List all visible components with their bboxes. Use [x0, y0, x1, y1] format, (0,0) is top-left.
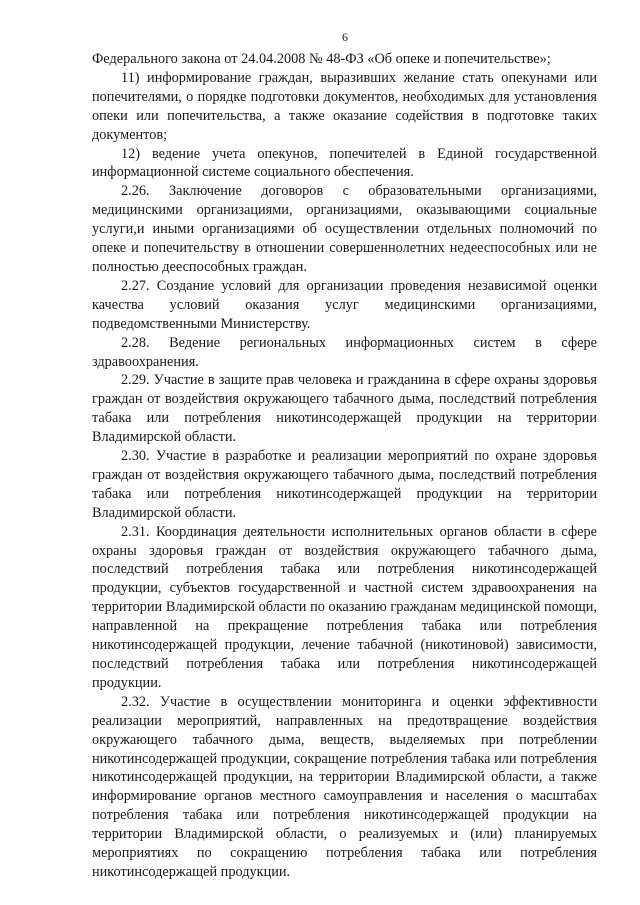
paragraph-2-27: 2.27. Создание условий для организации проведения независимой оценки качества условий оказания услуг медицинскими организациями, подведомственными Министерству.: [92, 277, 597, 332]
paragraph-2-26: 2.26. Заключение договоров с образовательными организациями, медицинскими организациями, организациями, оказывающими социальные услуги,и иными организациями об осуществлении отдельных полномочий по опеке и попечительству в отношении совершеннолетних недееспособных или не полностью дееспособных граждан.: [92, 183, 597, 275]
document-body: [92, 50, 597, 882]
paragraph-2-30: 2.30. Участие в разработке и реализации мероприятий по охране здоровья граждан от воздействия окружающего табачного дыма, последствий потребления табака или потребления никотинсодержащей продукции на территории Владимирской области.: [92, 448, 597, 521]
paragraph-item-11: 11) информирование граждан, выразивших желание стать опекунами или попечителями, о порядке подготовки документов, необходимых для установления опеки или попечительства, а также оказание содействия в подготовке таких документов;: [92, 69, 597, 143]
page-number: 6: [342, 30, 348, 44]
paragraph-2-31: 2.31. Координация деятельности исполнительных органов области в сфере охраны здоровья граждан от воздействия окружающего табачного дыма, последствий потребления табака или потребления никотинсодержащей продукции, субъектов государственной и частной систем здравоохранения на территории Владимирской области по оказанию гражданам медицинской помощи, направленной на прекращение потребления табака или потребления никотинсодержащей продукции, лечение табачной (никотиновой) зависимости, последствий потребления табака или потребления никотинсодержащей продукции.: [92, 523, 597, 691]
paragraph-item-12: 12) ведение учета опекунов, попечителей в Единой государственной информационной системе социального обеспечения.: [92, 145, 597, 181]
paragraph-2-29: 2.29. Участие в защите прав человека и гражданина в сфере охраны здоровья граждан от воздействия окружающего табачного дыма, последствий потребления табака или потребления никотинсодержащей продукции на территории Владимирской области.: [92, 372, 597, 446]
paragraph-2-32: 2.32. Участие в осуществлении мониторинга и оценки эффективности реализации мероприятий, направленных на предотвращение воздействия окружающего табачного дыма, веществ, выделяемых при потреблении никотинсодержащей продукции, сокращение потребления табака или потребления никотинсодержащей продукции, на территории Владимирской области, а также информирование органов местного самоуправления и населения о масштабах потребления табака или потребления никотинсодержащей продукции на территории Владимирской области, о реализуемых и (или) планируемых мероприятиях по сокращению потребления табака или потребления никотинсодержащей продукции.: [92, 693, 597, 880]
paragraph-law-reference: Федерального закона от 24.04.2008 № 48-ФЗ «Об опеке и попечительстве»;: [92, 51, 551, 67]
paragraph-2-28: 2.28. Ведение региональных информационных систем в сфере здравоохранения.: [92, 334, 597, 370]
